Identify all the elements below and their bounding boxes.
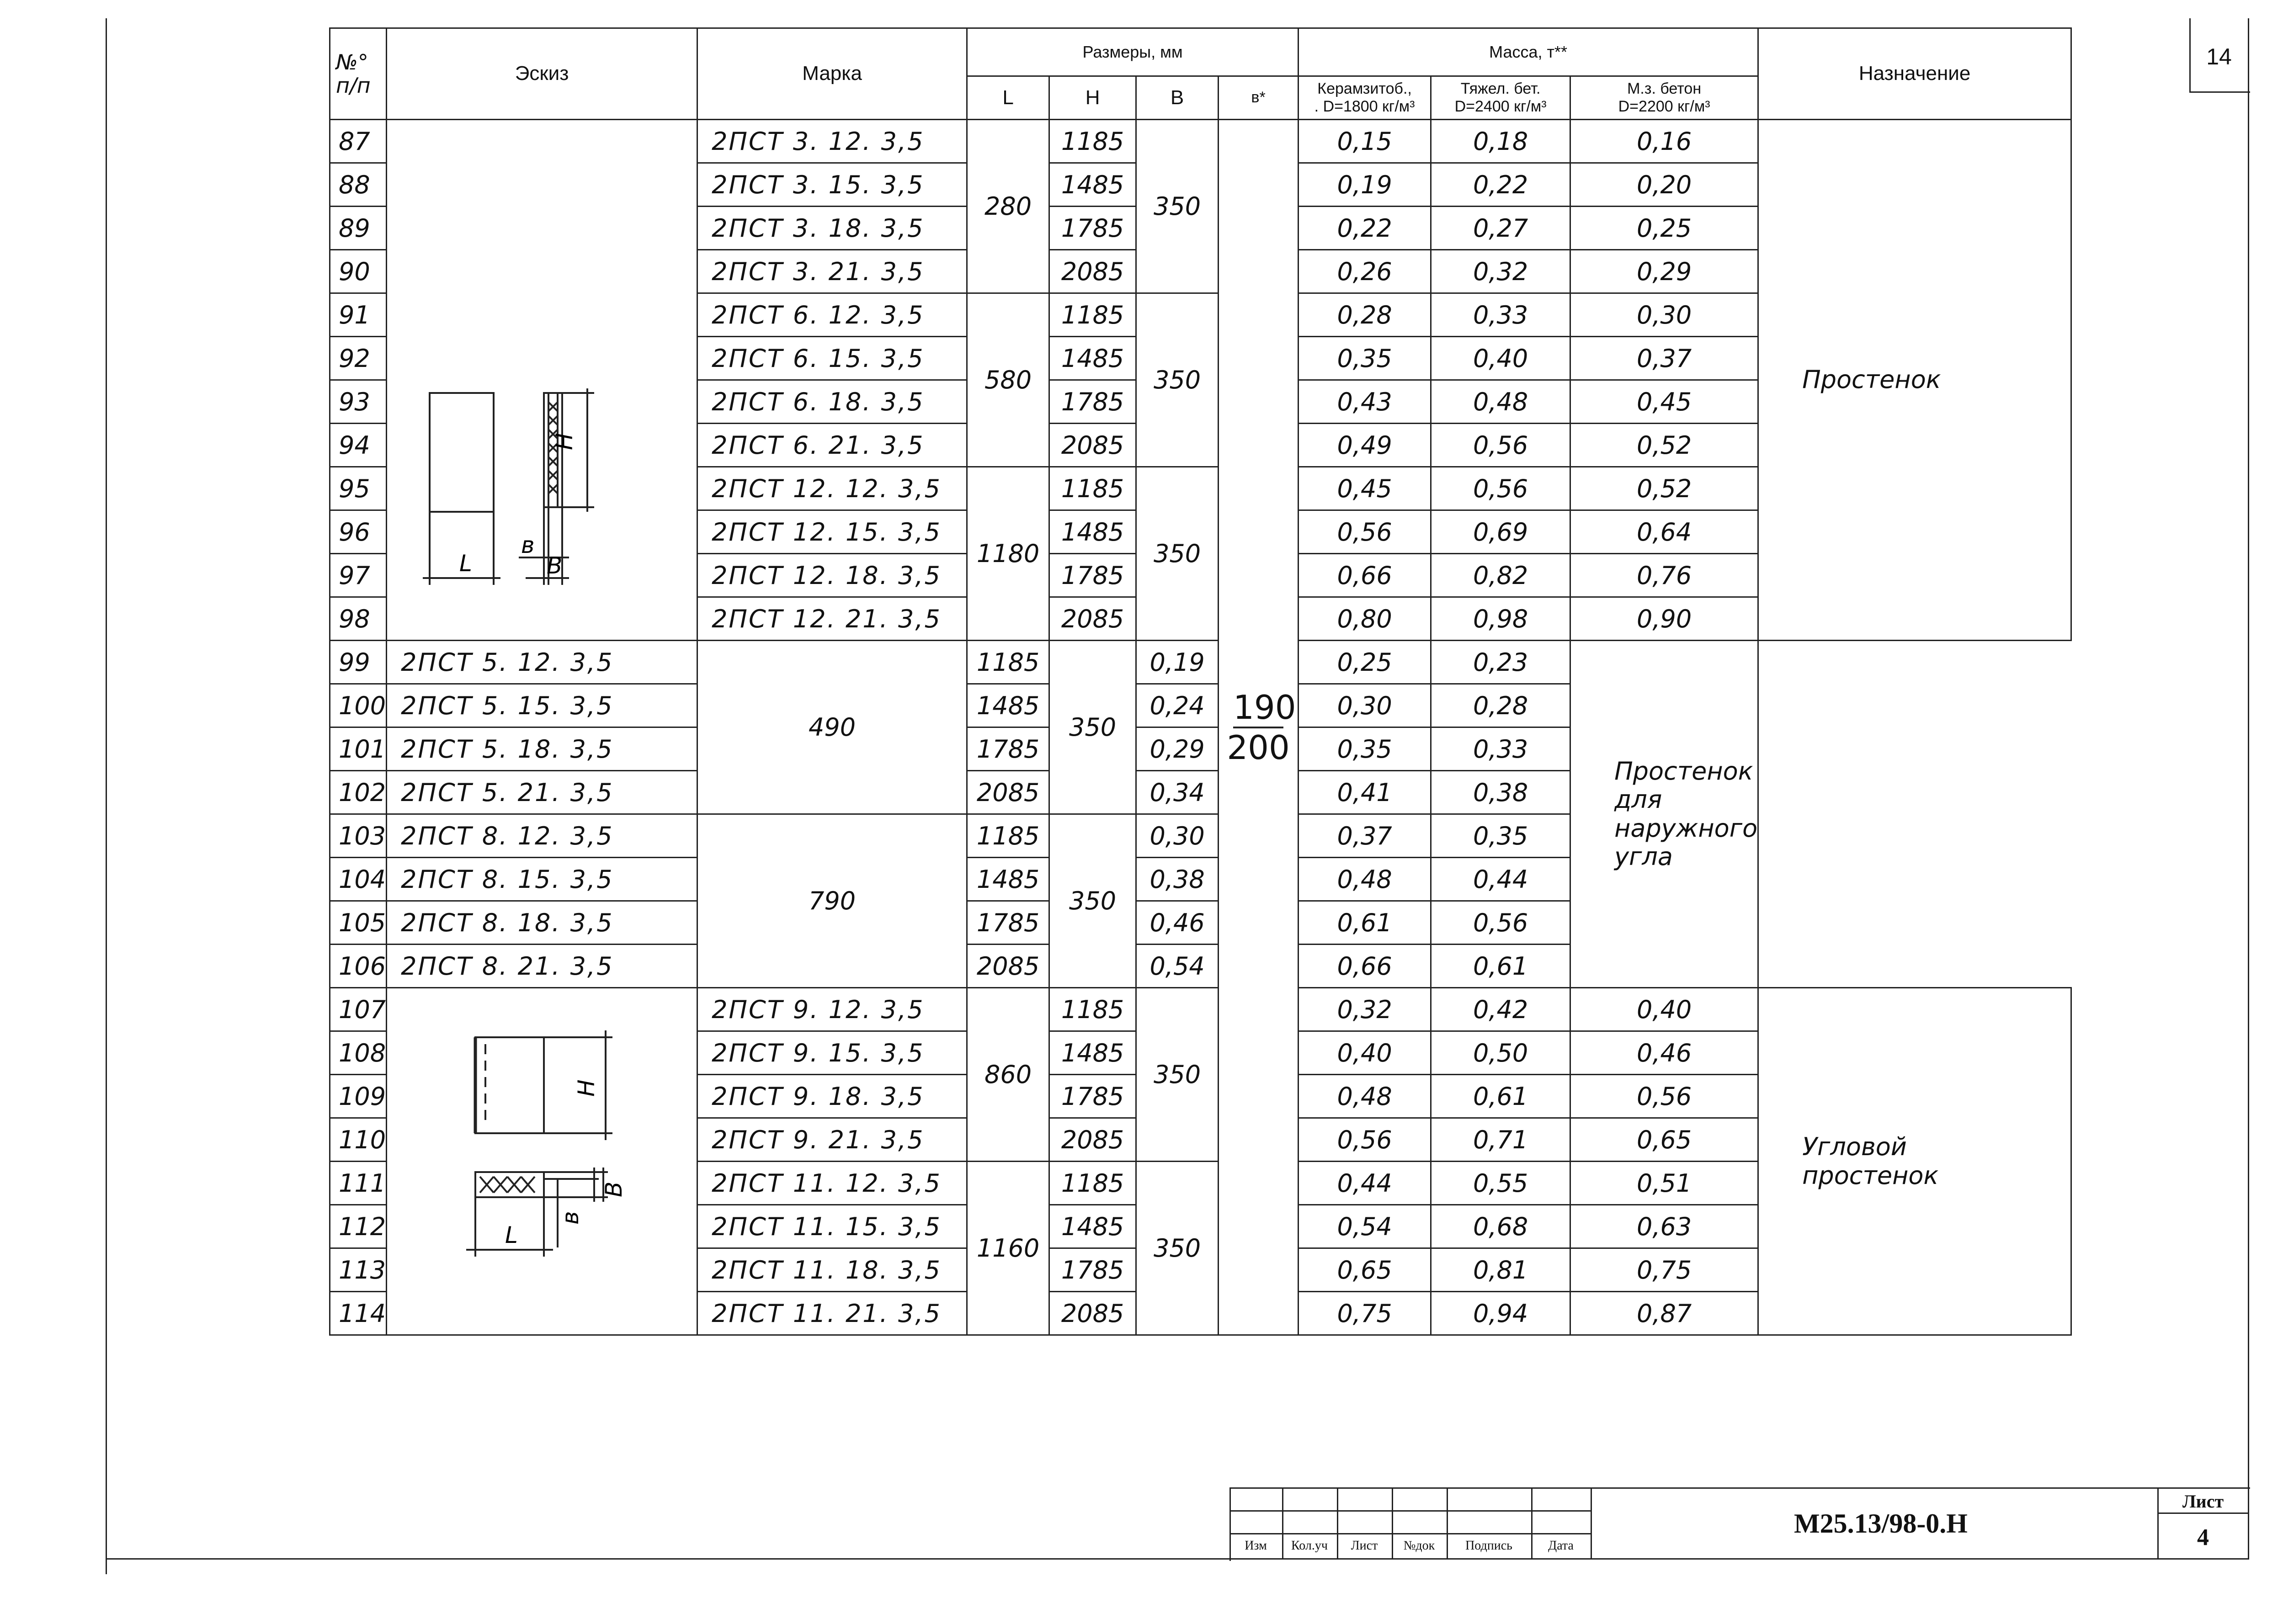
- mass-keramzit: 0,38: [1136, 858, 1219, 901]
- row-number: 107: [330, 988, 387, 1031]
- row-number: 103: [330, 814, 387, 858]
- sketch2-label-H: H: [573, 1079, 600, 1097]
- dim-L: 580: [967, 293, 1049, 467]
- mark-cell: 2ПСТ 5. 15. 3,5: [387, 684, 697, 727]
- frame-left-line: [106, 18, 107, 1574]
- title-block-label-list: Лист: [1351, 1539, 1378, 1553]
- sheet-corner-number: 14: [2206, 44, 2232, 69]
- mass-fine: 0,37: [1570, 337, 1758, 380]
- sketch2-label-b: в: [557, 1211, 584, 1225]
- mark-cell: 2ПСТ 6. 15. 3,5: [697, 337, 967, 380]
- dim-H: 2085: [1049, 1292, 1136, 1335]
- dim-B: 350: [1136, 988, 1219, 1162]
- row-number: 94: [330, 424, 387, 467]
- mark-cell: 2ПСТ 5. 12. 3,5: [387, 641, 697, 684]
- row-number: 91: [330, 293, 387, 337]
- mark-cell: 2ПСТ 8. 15. 3,5: [387, 858, 697, 901]
- dim-B: 350: [1136, 293, 1219, 467]
- header-bstar: в*: [1219, 76, 1298, 120]
- mass-fine: 0,46: [1570, 1031, 1758, 1075]
- table-row: [330, 120, 2071, 163]
- row-number: 96: [330, 510, 387, 554]
- mark-cell: 2ПСТ 3. 21. 3,5: [697, 250, 967, 293]
- title-block-label-podpis: Подпись: [1465, 1539, 1512, 1553]
- mass-fine: 0,20: [1570, 163, 1758, 207]
- dim-H: 1185: [1049, 1162, 1136, 1205]
- bstar-bottom: 200: [1227, 728, 1290, 767]
- mass-heavy: 0,56: [1431, 467, 1570, 510]
- mass-fine: 0,23: [1431, 641, 1570, 684]
- dim-H: 2085: [1049, 250, 1136, 293]
- row-number: 87: [330, 120, 387, 163]
- sketch2-label-L: L: [505, 1222, 518, 1248]
- dim-L: 860: [967, 988, 1049, 1162]
- mass-fine: 0,38: [1431, 771, 1570, 814]
- row-number: 104: [330, 858, 387, 901]
- dim-H: 1485: [1049, 510, 1136, 554]
- dim-H: 2085: [967, 771, 1049, 814]
- mass-keramzit: 0,56: [1298, 1118, 1431, 1162]
- mass-keramzit: 0,44: [1298, 1162, 1431, 1205]
- mass-fine: 0,51: [1570, 1162, 1758, 1205]
- dim-B: 350: [1136, 1162, 1219, 1335]
- row-number: 89: [330, 207, 387, 250]
- mass-heavy: 0,69: [1431, 510, 1570, 554]
- dim-H: 2085: [1049, 597, 1136, 641]
- dim-L: 1160: [967, 1162, 1049, 1335]
- mass-keramzit: 0,80: [1298, 597, 1431, 641]
- sketch2-label-B: B: [601, 1181, 627, 1197]
- purpose-cell: Простенок: [1758, 120, 2071, 641]
- dim-H: 2085: [967, 945, 1049, 988]
- mass-heavy: 0,82: [1431, 554, 1570, 597]
- mass-heavy: 0,22: [1431, 163, 1570, 207]
- mark-cell: 2ПСТ 8. 21. 3,5: [387, 945, 697, 988]
- mass-keramzit: 0,26: [1298, 250, 1431, 293]
- dim-H: 1185: [1049, 293, 1136, 337]
- table-row: [330, 814, 2071, 858]
- mass-keramzit: 0,54: [1298, 1205, 1431, 1248]
- header-H: H: [1049, 76, 1136, 120]
- dim-H: 1485: [967, 684, 1049, 727]
- header-L: L: [967, 76, 1049, 120]
- dim-H: 1485: [1049, 337, 1136, 380]
- dim-H: 2085: [1049, 424, 1136, 467]
- row-number: 93: [330, 380, 387, 424]
- mark-cell: 2ПСТ 11. 15. 3,5: [697, 1205, 967, 1248]
- dim-H: 1185: [967, 814, 1049, 858]
- mass-heavy: 0,40: [1431, 337, 1570, 380]
- table-row: [330, 641, 2071, 684]
- row-number: 102: [330, 771, 387, 814]
- mark-cell: 2ПСТ 6. 21. 3,5: [697, 424, 967, 467]
- dim-H: 1785: [1049, 1248, 1136, 1292]
- mass-heavy: 0,48: [1431, 380, 1570, 424]
- mass-heavy: 0,25: [1298, 641, 1431, 684]
- title-block-list-line: [2157, 1513, 2249, 1514]
- mass-fine: 0,33: [1431, 727, 1570, 771]
- mass-keramzit: 0,24: [1136, 684, 1219, 727]
- mass-fine: 0,56: [1570, 1075, 1758, 1118]
- mark-cell: 2ПСТ 5. 18. 3,5: [387, 727, 697, 771]
- table-row: [330, 858, 2071, 901]
- mass-heavy: 0,30: [1298, 684, 1431, 727]
- row-number: 112: [330, 1205, 387, 1248]
- mass-keramzit: 0,32: [1298, 988, 1431, 1031]
- mass-keramzit: 0,46: [1136, 901, 1219, 945]
- mass-keramzit: 0,35: [1298, 337, 1431, 380]
- sketch1-label-L: L: [459, 550, 472, 577]
- mass-fine: 0,35: [1431, 814, 1570, 858]
- mark-cell: 2ПСТ 6. 18. 3,5: [697, 380, 967, 424]
- mark-cell: 2ПСТ 11. 21. 3,5: [697, 1292, 967, 1335]
- row-number: 100: [330, 684, 387, 727]
- row-number: 105: [330, 901, 387, 945]
- row-number: 98: [330, 597, 387, 641]
- dim-H: 1785: [967, 901, 1049, 945]
- title-block-label-data: Дата: [1548, 1539, 1574, 1553]
- mass-heavy: 0,42: [1431, 988, 1570, 1031]
- mass-fine: 0,30: [1570, 293, 1758, 337]
- mass-heavy: 0,56: [1431, 424, 1570, 467]
- mass-heavy: 0,37: [1298, 814, 1431, 858]
- mass-heavy: 0,66: [1298, 945, 1431, 988]
- sketch1-label-B: B: [547, 552, 563, 579]
- sheet-label: Лист: [2182, 1491, 2224, 1512]
- mark-cell: 2ПСТ 9. 12. 3,5: [697, 988, 967, 1031]
- sketch-simple-pier: [411, 375, 667, 603]
- row-number: 88: [330, 163, 387, 207]
- mass-keramzit: 0,19: [1298, 163, 1431, 207]
- mass-heavy: 0,33: [1431, 293, 1570, 337]
- mass-fine: 0,76: [1570, 554, 1758, 597]
- frame-right-line: [2248, 18, 2249, 1560]
- mass-heavy: 0,71: [1431, 1118, 1570, 1162]
- row-number: 106: [330, 945, 387, 988]
- row-number: 92: [330, 337, 387, 380]
- dim-H: 1785: [967, 727, 1049, 771]
- dim-H: 1485: [1049, 1205, 1136, 1248]
- mass-keramzit: 0,66: [1298, 554, 1431, 597]
- purpose-cell: Угловой простенок: [1758, 988, 2071, 1335]
- mass-heavy: 0,55: [1431, 1162, 1570, 1205]
- mark-cell: 2ПСТ 8. 12. 3,5: [387, 814, 697, 858]
- table-row: [330, 901, 2071, 945]
- dim-H: 1485: [1049, 1031, 1136, 1075]
- dim-B: 350: [1136, 120, 1219, 293]
- mass-heavy: 0,61: [1298, 901, 1431, 945]
- mass-keramzit: 0,19: [1136, 641, 1219, 684]
- mass-fine: 0,40: [1570, 988, 1758, 1031]
- mass-fine: 0,28: [1431, 684, 1570, 727]
- mass-keramzit: 0,49: [1298, 424, 1431, 467]
- row-number: 114: [330, 1292, 387, 1335]
- sketch1-label-b: в: [521, 532, 535, 558]
- table-row: [330, 771, 2071, 814]
- header-mark: Марка: [697, 28, 967, 120]
- dim-H: 1185: [1049, 120, 1136, 163]
- mass-heavy: 0,35: [1298, 727, 1431, 771]
- mass-heavy: 0,68: [1431, 1205, 1570, 1248]
- header-purpose: Назначение: [1758, 28, 2071, 120]
- dim-H: 1785: [1049, 380, 1136, 424]
- mark-cell: 2ПСТ 12. 21. 3,5: [697, 597, 967, 641]
- mass-keramzit: 0,29: [1136, 727, 1219, 771]
- header-mass-fine: М.з. бетон D=2200 кг/м³: [1570, 76, 1758, 120]
- mark-cell: 2ПСТ 3. 12. 3,5: [697, 120, 967, 163]
- mass-heavy: 0,32: [1431, 250, 1570, 293]
- mass-keramzit: 0,28: [1298, 293, 1431, 337]
- table-row: [330, 727, 2071, 771]
- row-number: 90: [330, 250, 387, 293]
- title-block-label-ndok: №док: [1403, 1539, 1435, 1553]
- dim-H: 1785: [1049, 1075, 1136, 1118]
- mass-fine: 0,45: [1570, 380, 1758, 424]
- dim-H: 1485: [1049, 163, 1136, 207]
- dim-bstar: [1219, 120, 1298, 1335]
- mass-heavy: 0,50: [1431, 1031, 1570, 1075]
- mass-fine: 0,29: [1570, 250, 1758, 293]
- title-block-label-izm: Изм: [1245, 1539, 1267, 1553]
- title-block-label-kol: Кол.уч: [1291, 1539, 1328, 1553]
- row-number: 99: [330, 641, 387, 684]
- sketch-corner-pier: [457, 1019, 667, 1293]
- row-number: 101: [330, 727, 387, 771]
- mass-keramzit: 0,30: [1136, 814, 1219, 858]
- mass-keramzit: 0,75: [1298, 1292, 1431, 1335]
- mass-fine: 0,52: [1570, 467, 1758, 510]
- mass-heavy: 0,98: [1431, 597, 1570, 641]
- dim-B: 350: [1049, 814, 1136, 988]
- sheet-number: 4: [2197, 1524, 2209, 1550]
- dim-H: 1185: [1049, 988, 1136, 1031]
- mass-fine: 0,90: [1570, 597, 1758, 641]
- mass-keramzit: 0,56: [1298, 510, 1431, 554]
- mark-cell: 2ПСТ 11. 12. 3,5: [697, 1162, 967, 1205]
- row-number: 109: [330, 1075, 387, 1118]
- dim-B: 350: [1136, 467, 1219, 641]
- mass-fine: 0,61: [1431, 945, 1570, 988]
- mass-heavy: 0,94: [1431, 1292, 1570, 1335]
- mass-fine: 0,52: [1570, 424, 1758, 467]
- sketch1-label-H: H: [551, 433, 578, 450]
- row-number: 110: [330, 1118, 387, 1162]
- mass-fine: 0,63: [1570, 1205, 1758, 1248]
- mass-heavy: 0,61: [1431, 1075, 1570, 1118]
- mass-fine: 0,65: [1570, 1118, 1758, 1162]
- mark-cell: 2ПСТ 12. 12. 3,5: [697, 467, 967, 510]
- mark-cell: 2ПСТ 8. 18. 3,5: [387, 901, 697, 945]
- row-number: 108: [330, 1031, 387, 1075]
- row-number: 113: [330, 1248, 387, 1292]
- header-sketch: Эскиз: [387, 28, 697, 120]
- header-num: №° п/п: [330, 28, 387, 120]
- mass-fine: 0,75: [1570, 1248, 1758, 1292]
- mass-heavy: 0,48: [1298, 858, 1431, 901]
- dim-L: 1180: [967, 467, 1049, 641]
- mass-keramzit: 0,65: [1298, 1248, 1431, 1292]
- mass-fine: 0,25: [1570, 207, 1758, 250]
- header-mass-heavy: Тяжел. бет. D=2400 кг/м³: [1431, 76, 1570, 120]
- mass-fine: 0,64: [1570, 510, 1758, 554]
- mark-cell: 2ПСТ 9. 21. 3,5: [697, 1118, 967, 1162]
- dim-H: 1185: [1049, 467, 1136, 510]
- header-dims: Размеры, мм: [967, 28, 1298, 76]
- mass-keramzit: 0,34: [1136, 771, 1219, 814]
- dim-H: 2085: [1049, 1118, 1136, 1162]
- dim-H: 1785: [1049, 554, 1136, 597]
- mass-fine: 0,16: [1570, 120, 1758, 163]
- mass-keramzit: 0,15: [1298, 120, 1431, 163]
- mass-heavy: 0,18: [1431, 120, 1570, 163]
- mark-cell: 2ПСТ 3. 15. 3,5: [697, 163, 967, 207]
- mark-cell: 2ПСТ 9. 15. 3,5: [697, 1031, 967, 1075]
- mass-keramzit: 0,54: [1136, 945, 1219, 988]
- mass-keramzit: 0,48: [1298, 1075, 1431, 1118]
- mark-cell: 2ПСТ 3. 18. 3,5: [697, 207, 967, 250]
- mass-keramzit: 0,43: [1298, 380, 1431, 424]
- mark-cell: 2ПСТ 12. 15. 3,5: [697, 510, 967, 554]
- purpose-cell: Простенок для наружного угла: [1570, 641, 1758, 988]
- mass-heavy: 0,81: [1431, 1248, 1570, 1292]
- row-number: 95: [330, 467, 387, 510]
- bstar-top: 190: [1233, 688, 1283, 728]
- mass-fine: 0,56: [1431, 901, 1570, 945]
- dim-H: 1785: [1049, 207, 1136, 250]
- dim-L: 790: [697, 814, 967, 988]
- mass-keramzit: 0,45: [1298, 467, 1431, 510]
- table-row: [330, 945, 2071, 988]
- dim-L: 490: [697, 641, 967, 814]
- row-number: 111: [330, 1162, 387, 1205]
- dim-B: 350: [1049, 641, 1136, 814]
- dim-H: 1485: [967, 858, 1049, 901]
- mark-cell: 2ПСТ 6. 12. 3,5: [697, 293, 967, 337]
- mass-heavy: 0,27: [1431, 207, 1570, 250]
- dim-H: 1185: [967, 641, 1049, 684]
- dim-L: 280: [967, 120, 1049, 293]
- document-code: М25.13/98-0.Н: [1794, 1508, 1968, 1539]
- mass-fine: 0,87: [1570, 1292, 1758, 1335]
- row-number: 97: [330, 554, 387, 597]
- mark-cell: 2ПСТ 9. 18. 3,5: [697, 1075, 967, 1118]
- mark-cell: 2ПСТ 12. 18. 3,5: [697, 554, 967, 597]
- mass-keramzit: 0,22: [1298, 207, 1431, 250]
- mark-cell: 2ПСТ 11. 18. 3,5: [697, 1248, 967, 1292]
- mass-fine: 0,44: [1431, 858, 1570, 901]
- header-B: B: [1136, 76, 1219, 120]
- table-row: [330, 684, 2071, 727]
- header-mass-keramzit: Керамзитоб., . D=1800 кг/м³: [1298, 76, 1431, 120]
- header-mass: Масса, т**: [1298, 28, 1758, 76]
- mark-cell: 2ПСТ 5. 21. 3,5: [387, 771, 697, 814]
- mass-heavy: 0,41: [1298, 771, 1431, 814]
- mass-keramzit: 0,40: [1298, 1031, 1431, 1075]
